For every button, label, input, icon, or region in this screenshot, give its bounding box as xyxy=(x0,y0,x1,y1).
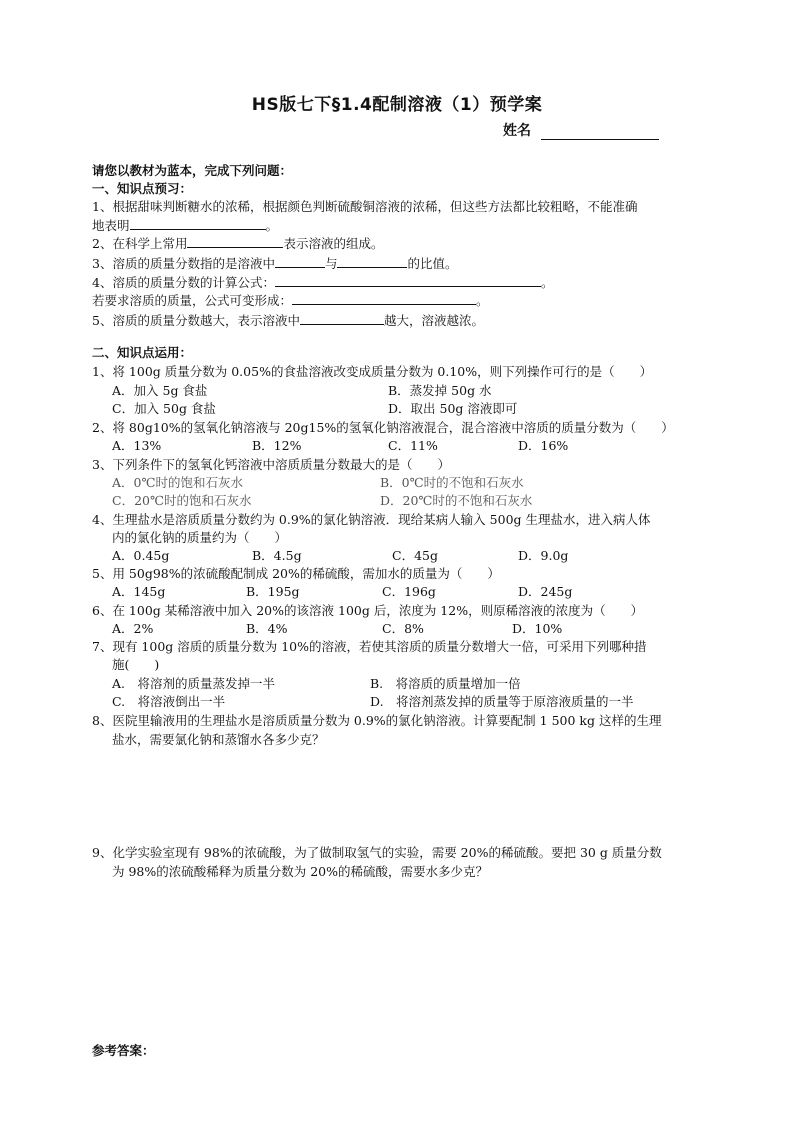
option-c[interactable]: C．11% xyxy=(388,438,438,453)
option-b[interactable]: B．4.5g xyxy=(252,548,302,563)
option-c[interactable]: C．加入 50g 食盐 xyxy=(112,401,216,416)
name-blank[interactable] xyxy=(541,126,659,140)
s2-q3-stem: 3、下列条件下的氢氧化钙溶液中溶质质量分数最大的是（ ） xyxy=(92,457,450,472)
answer-blank[interactable] xyxy=(275,255,325,268)
s1-q5: 5、溶质的质量分数越大，表示溶液中 越大，溶液越浓。 xyxy=(92,313,484,328)
s2-q1-stem: 1、将 100g 质量分数为 0.05%的食盐溶液改变成质量分数为 0.10%，则下列操作可行的是（ ） xyxy=(92,364,653,379)
s1-q1-line2: 地表明 。 xyxy=(92,218,279,233)
section1-heading: 一、知识点预习： xyxy=(92,181,193,196)
answer-blank[interactable] xyxy=(300,312,384,325)
option-a[interactable]: A．13% xyxy=(112,438,162,453)
s2-q7-stem: 7、现有 100g 溶质的质量分数为 10%的溶液，若使其溶质的质量分数增大一倍，可采用下列哪种措 xyxy=(92,639,647,654)
name-field xyxy=(503,120,659,140)
answer-blank[interactable] xyxy=(292,292,476,305)
option-d[interactable]: D．245g xyxy=(518,584,573,599)
s2-q2-stem: 2、将 80g10%的氢氧化钠溶液与 20g15%的氢氧化钠溶液混合，混合溶液中溶质的质量分数为（ ） xyxy=(92,420,674,435)
instruction: 请您以教材为蓝本，完成下列问题： xyxy=(92,163,293,178)
answers-heading: 参考答案： xyxy=(92,1043,155,1058)
s2-q4-stem2: 内的氯化钠的质量约为（ ） xyxy=(112,530,288,545)
s2-q6-stem: 6、在 100g 某稀溶液中加入 20%的该溶液 100g 后，浓度为 12%，则原稀溶液的浓度为（ ） xyxy=(92,603,644,618)
option-b[interactable]: B．12% xyxy=(252,438,302,453)
answer-blank[interactable] xyxy=(187,235,283,248)
s1-q4a: 4、溶质的质量分数的计算公式： 。 xyxy=(92,275,554,290)
answer-blank[interactable] xyxy=(130,217,266,230)
s2-q8-line2: 盐水，需要氯化钠和蒸馏水各多少克？ xyxy=(112,732,325,747)
name-label: 姓名 xyxy=(503,123,531,139)
option-d[interactable]: D. 将溶剂蒸发掉的质量等于原溶液质量的一半 xyxy=(370,694,634,709)
answer-blank[interactable] xyxy=(275,274,541,287)
option-b[interactable]: B. 将溶质的质量增加一倍 xyxy=(370,676,521,691)
option-c[interactable]: C．196g xyxy=(382,584,436,599)
s2-q7-stem2: 施( ) xyxy=(112,657,160,672)
option-d[interactable]: D．10% xyxy=(512,621,563,636)
s2-q9-line2: 为 98%的浓硫酸稀释为质量分数为 20%的稀硫酸，需要水多少克？ xyxy=(112,864,489,879)
option-a[interactable]: A．145g xyxy=(112,584,166,599)
option-b[interactable]: B．195g xyxy=(246,584,300,599)
option-b[interactable]: B．4% xyxy=(246,621,288,636)
option-c[interactable]: C．20℃时的饱和石灰水 xyxy=(112,493,252,508)
s2-q8-line1: 8、医院里输液用的生理盐水是溶质质量分数为 0.9%的氯化钠溶液。计算要配制 1 500 kg 这样的生理 xyxy=(92,713,662,728)
option-d[interactable]: D．9.0g xyxy=(518,548,569,563)
page-title: HS版七下§1.4配制溶液（1）预学案 xyxy=(251,95,543,115)
option-a[interactable]: A．加入 5g 食盐 xyxy=(112,383,208,398)
s2-q4-stem: 4、生理盐水是溶质质量分数约为 0.9%的氯化钠溶液．现给某病人输入 500g 生理盐水，进入病人体 xyxy=(92,512,651,527)
option-a[interactable]: A. 将溶剂的质量蒸发掉一半 xyxy=(112,676,276,691)
option-a[interactable]: A．0℃时的饱和石灰水 xyxy=(112,475,243,490)
option-a[interactable]: A．0.45g xyxy=(112,548,170,563)
option-d[interactable]: D．取出 50g 溶液即可 xyxy=(388,401,518,416)
option-b[interactable]: B．0℃时的不饱和石灰水 xyxy=(380,475,524,490)
answer-blank[interactable] xyxy=(337,255,407,268)
s1-q4b: 若要求溶质的质量，公式可变形成： 。 xyxy=(92,293,489,308)
option-d[interactable]: D．20℃时的不饱和石灰水 xyxy=(380,493,533,508)
option-c[interactable]: C．8% xyxy=(382,621,424,636)
option-d[interactable]: D．16% xyxy=(518,438,569,453)
option-c[interactable]: C．45g xyxy=(392,548,438,563)
option-b[interactable]: B．蒸发掉 50g 水 xyxy=(388,383,492,398)
section2-heading: 二、知识点运用： xyxy=(92,345,193,360)
option-a[interactable]: A．2% xyxy=(112,621,154,636)
s1-q1-line1: 1、根据甜味判断糖水的浓稀，根据颜色判断硫酸铜溶液的浓稀，但这些方法都比较粗略，不能准确 xyxy=(92,199,638,214)
s1-q2: 2、在科学上常用 表示溶液的组成。 xyxy=(92,236,384,251)
s2-q9-line1: 9、化学实验室现有 98%的浓硫酸，为了做制取氢气的实验，需要 20%的稀硫酸。要把 30 g 质量分数 xyxy=(92,845,662,860)
s1-q3: 3、溶质的质量分数指的是溶液中 与 的比值。 xyxy=(92,256,458,271)
option-c[interactable]: C. 将溶液倒出一半 xyxy=(112,694,226,709)
s2-q5-stem: 5、用 50g98%的浓硫酸配制成 20%的稀硫酸，需加水的质量为（ ） xyxy=(92,566,500,581)
